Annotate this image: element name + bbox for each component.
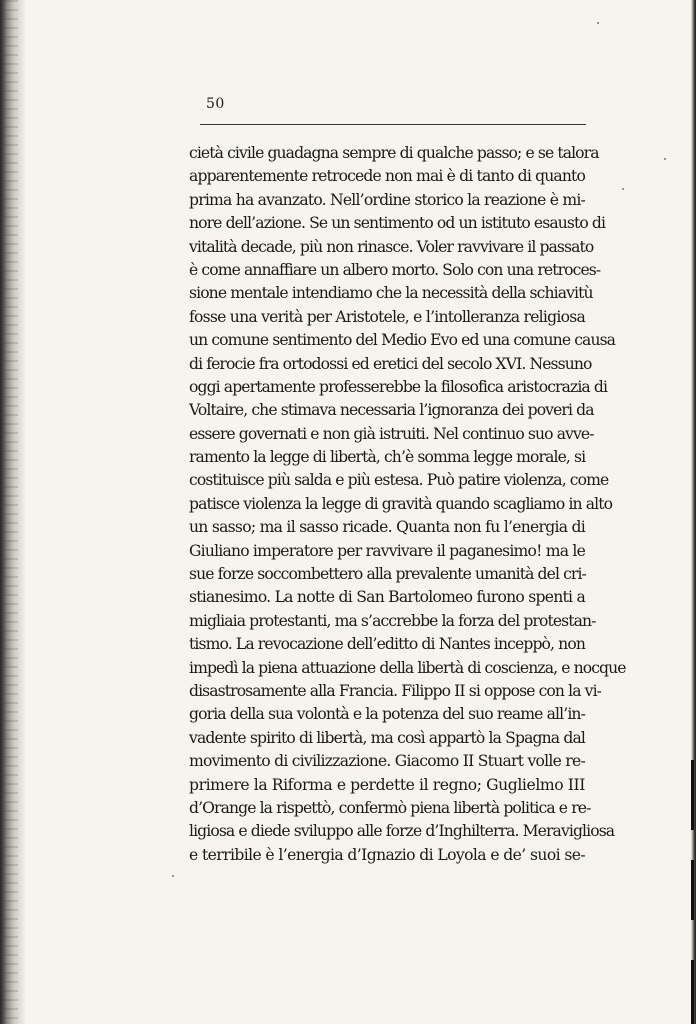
text-line: d’Orange la rispettò, confermò piena libertà politica e re- <box>189 798 591 817</box>
text-line: goria della sua volontà e la potenza del suo reame all’in- <box>189 705 585 724</box>
text-line: disastrosamente alla Francia. Filippo II si oppose con la vi- <box>189 681 602 700</box>
page-number: 50 <box>206 96 225 112</box>
text-line: Giuliano imperatore per ravvivare il paganesimo! ma le <box>189 541 585 560</box>
text-line: prima ha avanzato. Nell’ordine storico la reazione è mi- <box>189 190 586 209</box>
text-line: migliaia protestanti, ma s’accrebbe la forza del protestan- <box>189 611 596 630</box>
text-line: e terribile è l’energia d’Ignazio di Loyola e de’ suoi se- <box>189 845 585 864</box>
edge-mark <box>691 860 694 920</box>
text-line: ligiosa e diede sviluppo alle forze d’Inghilterra. Meravigliosa <box>189 822 615 841</box>
text-line: oggi apertamente professerebbe la filosofica aristocrazia di <box>189 377 608 396</box>
text-line: impedì la piena attuazione della libertà di coscienza, e nocque <box>189 658 626 677</box>
text-line: costituisce più salda e più estesa. Può patire violenza, come <box>189 471 609 490</box>
text-line: Voltaire, che stimava necessaria l’ignoranza dei poveri da <box>189 401 594 420</box>
header-rule <box>200 124 586 125</box>
paper-speck <box>664 158 666 160</box>
text-line: patisce violenza la legge di gravità quando scagliamo in alto <box>189 494 613 513</box>
text-line: vadente spirito di libertà, ma così appartò la Spagna dal <box>189 728 585 747</box>
text-line: un comune sentimento del Medio Evo ed una comune causa <box>189 331 616 350</box>
paper-speck <box>597 22 599 24</box>
paper-speck <box>172 875 174 877</box>
text-line: è come annaffiare un albero morto. Solo con una retroces- <box>189 260 601 279</box>
text-line: sione mentale intendiamo che la necessità della schiavitù <box>189 284 593 303</box>
text-line: tismo. La revocazione dell’editto di Nantes inceppò, non <box>189 635 585 654</box>
text-line: ramento la legge di libertà, ch’è somma legge morale, si <box>189 448 586 467</box>
text-line: essere governati e non già istruiti. Nel continuo suo avve- <box>189 424 594 443</box>
text-line: di ferocie fra ortodossi ed eretici del secolo XVI. Nessuno <box>189 354 592 373</box>
edge-mark <box>691 960 694 1024</box>
paper-speck <box>622 188 624 190</box>
text-line: cietà civile guadagna sempre di qualche passo; e se talora <box>189 144 599 162</box>
text-line: vitalità decade, più non rinasce. Voler ravvivare il passato <box>189 237 594 256</box>
text-line: apparentemente retrocede non mai è di tanto di quanto <box>189 167 585 186</box>
text-line: fosse una verità per Aristotele, e l’intolleranza religiosa <box>189 307 585 326</box>
binding-streaks <box>4 0 18 1024</box>
text-line: un sasso; ma il sasso ricade. Quanta non fu l’energia di <box>189 518 585 537</box>
text-line: stianesimo. La notte di San Bartolomeo furono spenti a <box>189 588 585 607</box>
body-text <box>189 142 626 867</box>
text-line: movimento di civilizzazione. Giacomo II Stuart volle re- <box>189 752 585 771</box>
text-line: sue forze soccombettero alla prevalente umanità del cri- <box>189 565 586 584</box>
edge-mark <box>691 760 694 830</box>
text-line: nore dell’azione. Se un sentimento od un istituto esausto di <box>189 214 606 233</box>
text-line: primere la Riforma e perdette il regno; Guglielmo III <box>189 775 586 794</box>
